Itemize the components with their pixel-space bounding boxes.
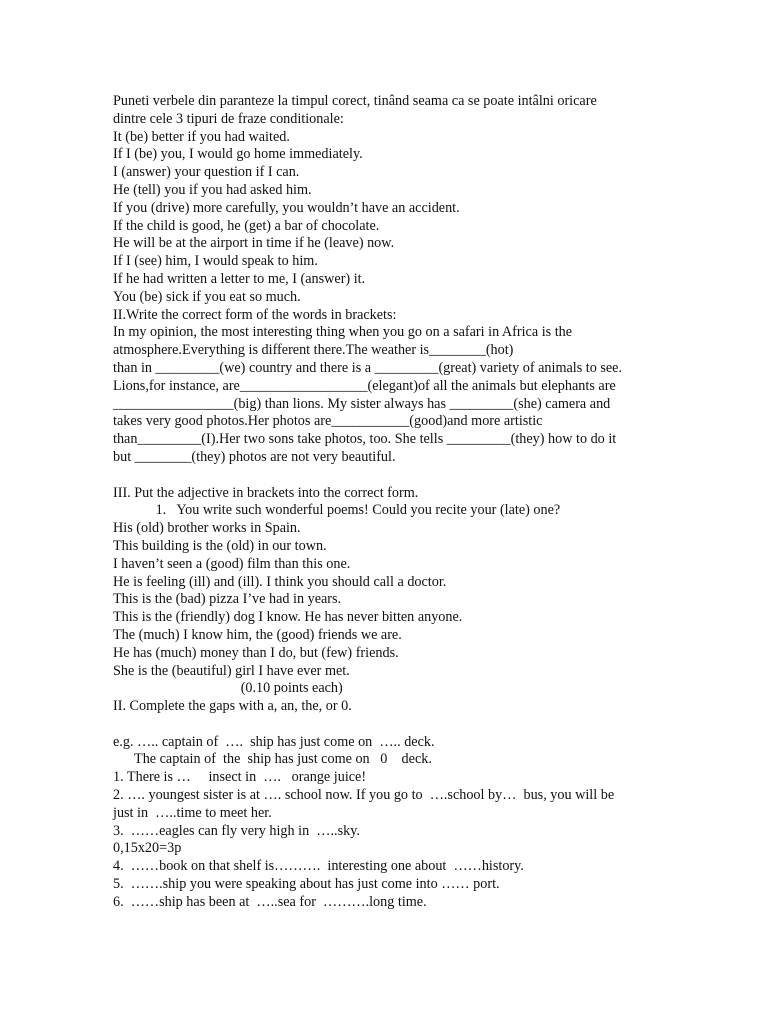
section3-item: He is feeling (ill) and (ill). I think you should call a doctor. (113, 573, 447, 590)
section1-item: He (tell) you if you had asked him. (113, 181, 312, 198)
section4-line: 6. ……ship has been at …..sea for ……….long time. (113, 893, 427, 910)
section3-item: He has (much) money than I do, but (few) friends. (113, 644, 399, 661)
spacer (113, 716, 753, 734)
section3-item: This building is the (old) in our town. (113, 537, 327, 554)
section4-line: 5. …….ship you were speaking about has just come into …… port. (113, 876, 500, 893)
section4-line: 4. ……book on that shelf is………. interesting one about ……history. (113, 858, 524, 875)
section2-heading: II.Write the correct form of the words in brackets: (113, 306, 397, 323)
section3-points: (0.10 points each) (113, 680, 343, 697)
section2-line: takes very good photos.Her photos are___________(good)and more artistic (113, 413, 543, 430)
section2-line: atmosphere.Everything is different there.The weather is________(hot) (113, 342, 514, 359)
section4-line: 1. There is … insect in …. orange juice! (113, 769, 367, 786)
section2-line: than_________(I).Her two sons take photos, too. She tells _________(they) how to do it (113, 431, 617, 448)
section3-item: The (much) I know him, the (good) friends we are. (113, 626, 402, 643)
section1-item: It (be) better if you had waited. (113, 128, 290, 145)
section3-item: She is the (beautiful) girl I have ever met. (113, 662, 350, 679)
section3-item: His (old) brother works in Spain. (113, 520, 301, 537)
section1-intro-line2: dintre cele 3 tipuri de fraze conditionale: (113, 110, 344, 127)
section2-line: _________________(big) than lions. My sister always has _________(she) camera and (113, 395, 611, 412)
section1-item: If you (drive) more carefully, you wouldn’t have an accident. (113, 199, 460, 216)
section4-line: 3. ……eagles can fly very high in …..sky. (113, 822, 360, 839)
section1-item: If he had written a letter to me, I (answer) it. (113, 270, 366, 287)
section1-item: If I (see) him, I would speak to him. (113, 253, 318, 270)
section2-line: Lions,for instance, are__________________(elegant)of all the animals but elephants are (113, 377, 616, 394)
section1-item: He will be at the airport in time if he (leave) now. (113, 235, 395, 252)
section3-first-item: 1. You write such wonderful poems! Could you recite your (late) one? (113, 502, 561, 519)
section1-item: If I (be) you, I would go home immediately. (113, 146, 363, 163)
section1-item: I (answer) your question if I can. (113, 164, 300, 181)
section4-line: 0,15x20=3p (113, 840, 182, 857)
worksheet-page (113, 93, 753, 912)
section2-line: but ________(they) photos are not very beautiful. (113, 448, 396, 465)
section1-item: You (be) sick if you eat so much. (113, 288, 301, 305)
section2-line: In my opinion, the most interesting thing when you go on a safari in Africa is the (113, 324, 573, 341)
section3-heading: III. Put the adjective in brackets into the correct form. (113, 484, 419, 501)
section3-item: I haven’t seen a (good) film than this one. (113, 555, 351, 572)
section2-line: than in _________(we) country and there is a _________(great) variety of animals to see. (113, 359, 623, 376)
section1-item: If the child is good, he (get) a bar of chocolate. (113, 217, 380, 234)
section4-line: just in …..time to meet her. (113, 804, 272, 821)
section4-example-line1: e.g. ….. captain of …. ship has just come on ….. deck. (113, 733, 435, 750)
section4-example-line2: The captain of the ship has just come on 0 deck. (113, 751, 432, 768)
section3-item: This is the (bad) pizza I’ve had in years. (113, 591, 342, 608)
section3-item: This is the (friendly) dog I know. He has never bitten anyone. (113, 609, 463, 626)
section4-heading: II. Complete the gaps with a, an, the, or 0. (113, 698, 352, 715)
section1-intro-line1: Puneti verbele din paranteze la timpul corect, tinând seama ca se poate intâlni oricare (113, 93, 597, 109)
spacer (113, 467, 753, 485)
section4-line: 2. …. youngest sister is at …. school now. If you go to ….school by… bus, you will be (113, 787, 615, 804)
